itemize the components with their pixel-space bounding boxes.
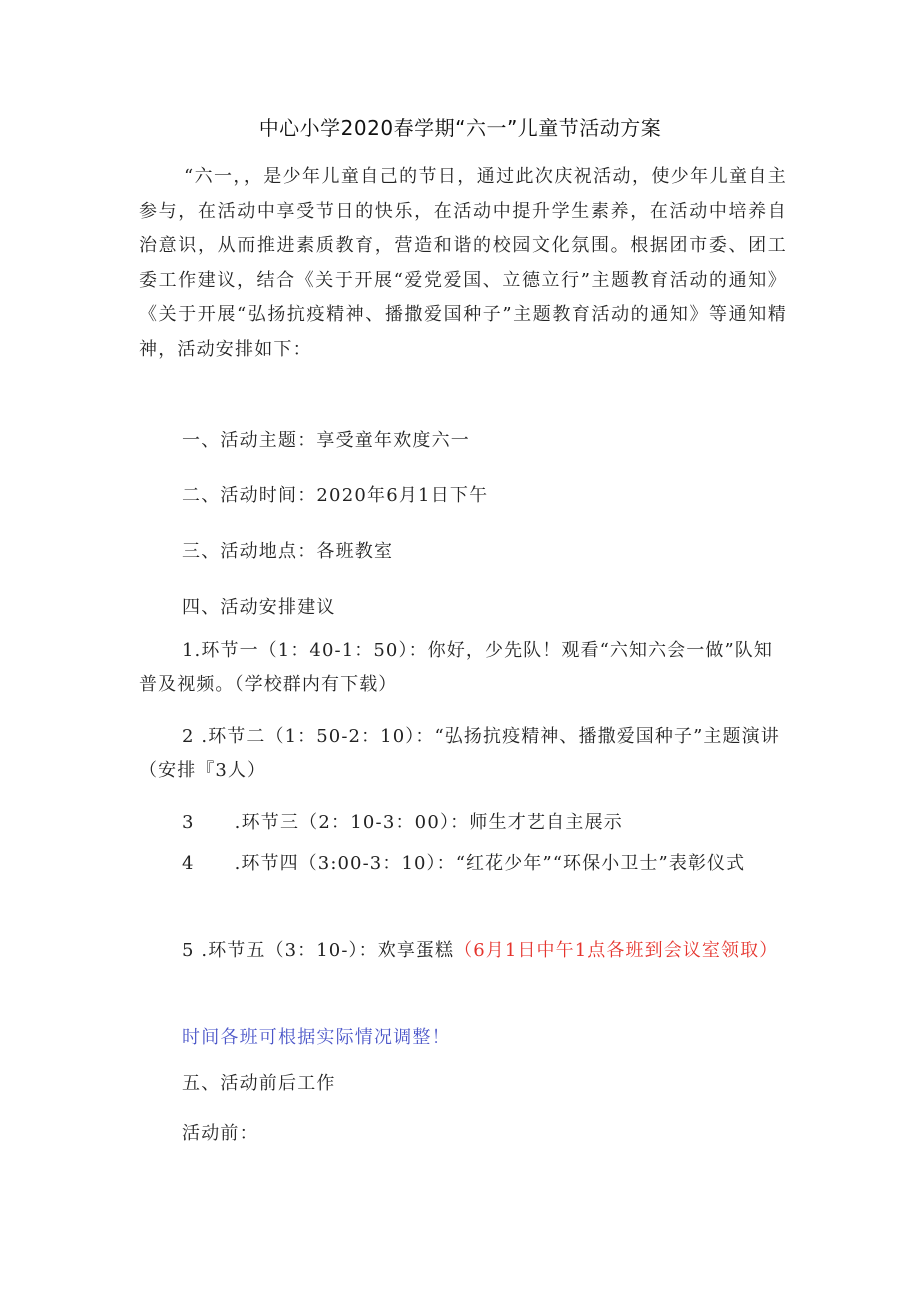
intro-paragraph: “六一，，是少年儿童自己的节日，通过此次庆祝活动，使少年儿童自主参与，在活动中享受节日的快乐，在活动中提升学生素养，在活动中培养自治意识，从而推进素质教育，营造和谐的校园文化氛围。根据团市委、团工委工作建议，结合《关于开展“爱党爱国、立德立行”主题教育活动的通知》《关于开展“弘扬抗疫精神、播撒爱国种子”主题教育活动的通知》等通知精神，活动安排如下： <box>139 166 787 360</box>
schedule-adjust-note: 时间各班可根据实际情况调整！ <box>182 1027 451 1048</box>
agenda-item-5-note: （6月1日中午1点各班到会议室领取） <box>454 940 779 961</box>
section-time: 二、活动时间：2020年6月1日下午 <box>182 485 489 506</box>
agenda-item-1: 1.环节一（1：40-1：50）：你好，少先队！观看“六知六会一做”队知普及视频。（学校群内有下载） <box>139 640 773 695</box>
agenda-item-3 <box>182 810 623 836</box>
agenda-item-4-text: .环节四（3:00-3：10）：“红花少年”“环保小卫士”表彰仪式 <box>234 853 746 874</box>
agenda-item-3-text: .环节三（2：10-3：00）：师生才艺自主展示 <box>234 812 623 833</box>
section-location: 三、活动地点：各班教室 <box>182 541 394 562</box>
document-title: 中心小学2020春学期“六一”儿童节活动方案 <box>258 116 662 140</box>
agenda-item-2: 2 .环节二（1：50-2：10）：“弘扬抗疫精神、播撒爱国种子”主题演讲（安排『3人） <box>139 726 780 781</box>
agenda-item-4-number: 4 <box>182 853 195 874</box>
agenda-item-5-text: 5 .环节五（3：10-）：欢享蛋糕 <box>182 940 455 961</box>
agenda-item-3-number: 3 <box>182 812 195 833</box>
section-arrangement: 四、活动安排建议 <box>182 597 336 618</box>
section-theme: 一、活动主题：享受童年欢度六一 <box>182 430 470 451</box>
before-activity-label: 活动前： <box>182 1123 259 1144</box>
agenda-item-5 <box>139 934 787 968</box>
section-pre-post-work: 五、活动前后工作 <box>182 1073 336 1094</box>
agenda-item-4 <box>139 847 787 881</box>
